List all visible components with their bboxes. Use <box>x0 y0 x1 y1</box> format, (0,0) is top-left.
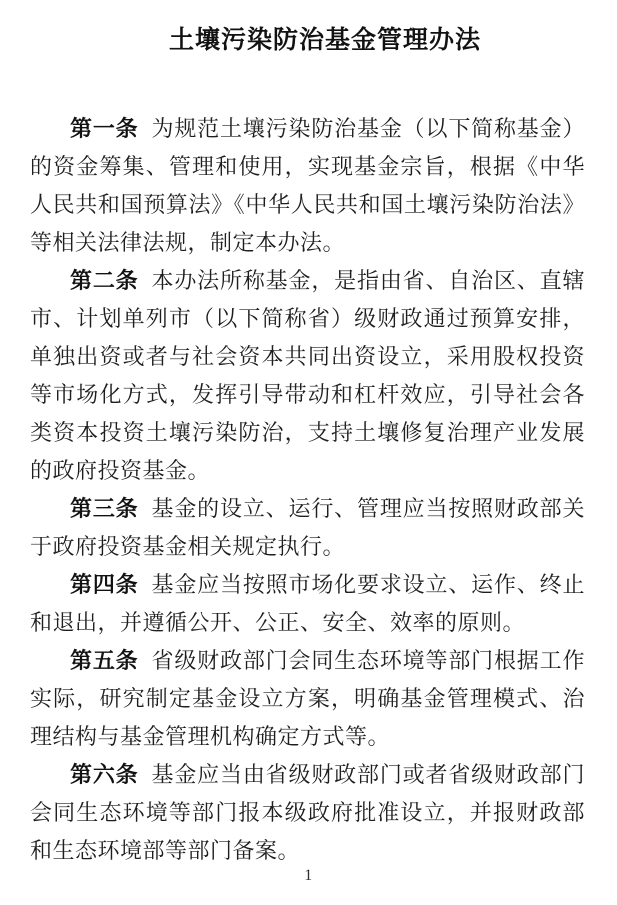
article-number-2: 第二条 <box>70 268 139 293</box>
article-paragraph-6 <box>30 756 585 870</box>
document-title: 土壤污染防治基金管理办法 <box>168 26 481 54</box>
document-body <box>30 110 585 870</box>
article-number-5: 第五条 <box>70 648 139 673</box>
article-number-6: 第六条 <box>70 762 139 787</box>
article-text-3: 基金的设立、运行、管理应当按照财政部关于政府投资基金相关规定执行。 <box>30 496 585 559</box>
article-paragraph-5 <box>30 642 585 756</box>
article-text-1: 为规范土壤污染防治基金（以下简称基金）的资金筹集、管理和使用，实现基金宗旨，根据《中华人民共和国预算法》《中华人民共和国土壤污染防治法》等相关法律法规，制定本办法。 <box>30 116 585 255</box>
article-number-1: 第一条 <box>70 116 139 141</box>
article-number-4: 第四条 <box>70 572 139 597</box>
article-paragraph-1 <box>30 110 585 262</box>
article-text-5: 省级财政部门会同生态环境等部门根据工作实际，研究制定基金设立方案，明确基金管理模式、治理结构与基金管理机构确定方式等。 <box>30 648 585 749</box>
article-paragraph-2 <box>30 262 585 490</box>
page-number: 1 <box>304 867 313 884</box>
article-text-6: 基金应当由省级财政部门或者省级财政部门会同生态环境等部门报本级政府批准设立，并报财政部和生态环境部等部门备案。 <box>30 762 585 863</box>
article-paragraph-4 <box>30 566 585 642</box>
article-number-3: 第三条 <box>70 496 139 521</box>
article-paragraph-3 <box>30 490 585 566</box>
article-text-4: 基金应当按照市场化要求设立、运作、终止和退出，并遵循公开、公正、安全、效率的原则。 <box>30 572 585 635</box>
article-text-2: 本办法所称基金，是指由省、自治区、直辖市、计划单列市（以下简称省）级财政通过预算安排，单独出资或者与社会资本共同出资设立，采用股权投资等市场化方式，发挥引导带动和杠杆效应，引导社会各类资本投资土壤污染防治，支持土壤修复治理产业发展的政府投资基金。 <box>30 268 585 483</box>
